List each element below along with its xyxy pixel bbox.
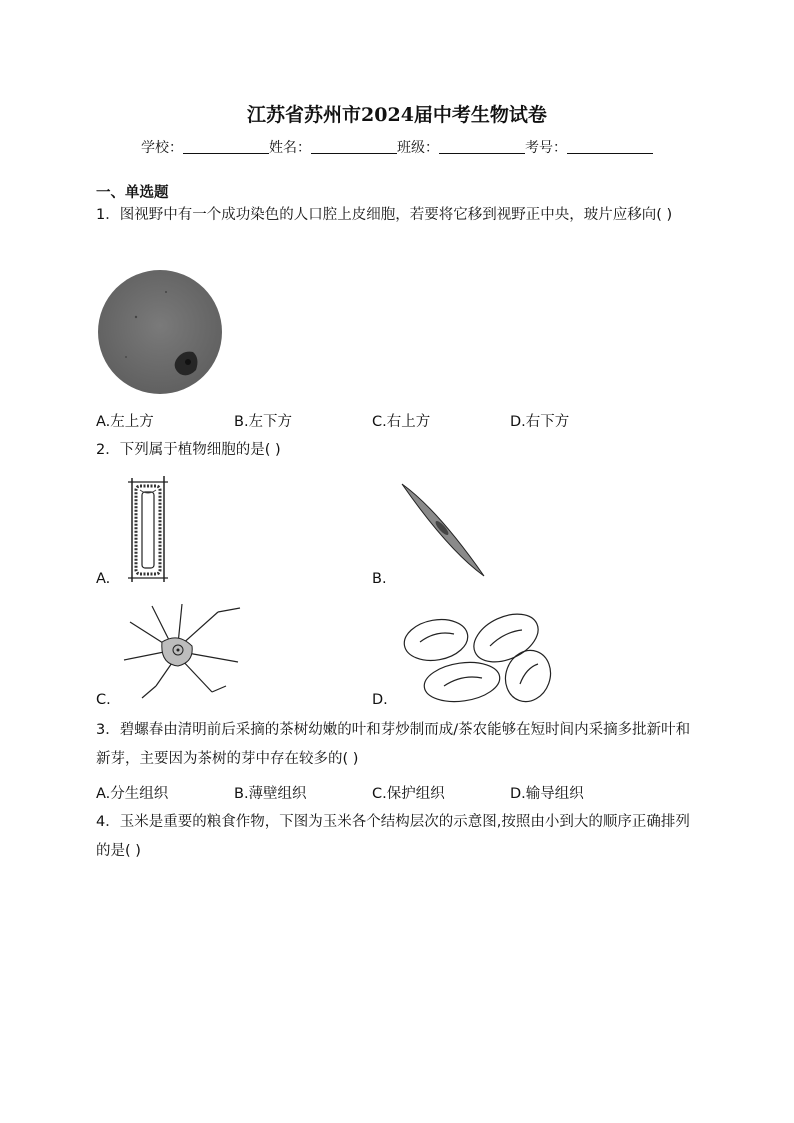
name-label: 姓名： [269,140,311,156]
q2-option-c[interactable]: C. [96,692,111,708]
red-blood-cells-image [398,610,558,706]
number-blank[interactable] [567,139,653,154]
plant-cell-image [118,474,178,586]
question-1-text: 1．图视野中有一个成功染色的人口腔上皮细胞，若要将它移到视野正中央，玻片应移向( ) [96,207,673,223]
q3-option-d[interactable]: D.输导组织 [510,786,584,802]
school-label: 学校： [141,140,183,156]
q1-option-b[interactable]: B.左下方 [234,414,293,430]
q2-option-a[interactable]: A. [96,571,111,587]
muscle-cell-image [398,480,490,580]
student-info-line [0,137,794,157]
q2-option-d[interactable]: D. [372,692,388,708]
name-blank[interactable] [311,139,397,154]
q3-option-b[interactable]: B.薄壁组织 [234,786,307,802]
school-blank[interactable] [183,139,269,154]
question-4-text: 4．玉米是重要的粮食作物，下图为玉米各个结构层次的示意图,按照由小到大的顺序正确排列的是( ) [96,814,690,859]
number-label: 考号： [525,140,567,156]
question-2-text: 2．下列属于植物细胞的是( ) [96,442,281,458]
q2-option-b[interactable]: B. [372,571,387,587]
page-title: 江苏省苏州市2024届中考生物试卷 [247,104,547,126]
class-label: 班级： [397,140,439,156]
q1-option-a[interactable]: A.左上方 [96,414,154,430]
q3-option-a[interactable]: A.分生组织 [96,786,169,802]
q1-option-c[interactable]: C.右上方 [372,414,431,430]
q3-option-c[interactable]: C.保护组织 [372,786,445,802]
section-heading: 一、单选题 [96,185,169,201]
class-blank[interactable] [439,139,525,154]
microscope-field-image [96,262,228,398]
question-3-text: 3．碧螺春由清明前后采摘的茶树幼嫩的叶和芽炒制而成/茶农能够在短时间内采摘多批新叶和新芽，主要因为茶树的芽中存在较多的( ) [96,722,691,767]
nerve-cell-image [122,602,244,700]
q1-option-d[interactable]: D.右下方 [510,414,570,430]
